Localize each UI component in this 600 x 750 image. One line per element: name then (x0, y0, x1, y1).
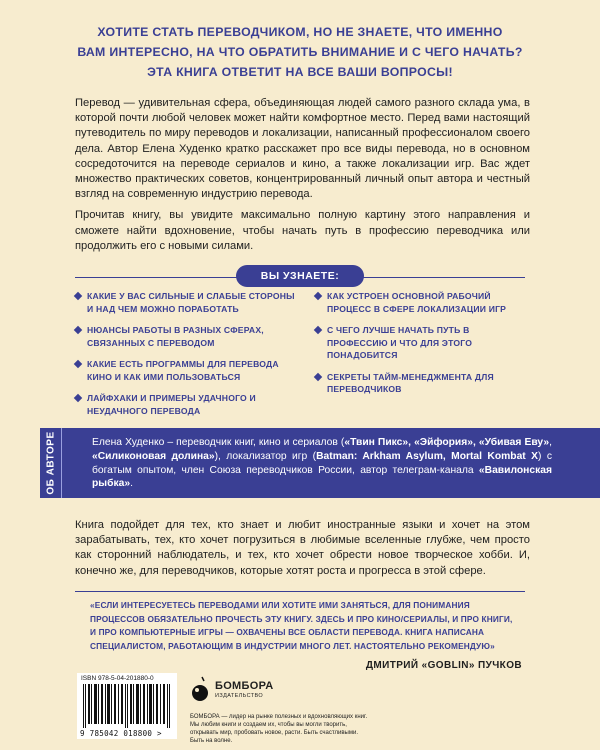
diamond-bullet-icon (314, 326, 322, 334)
headline-line-2: ВАМ ИНТЕРЕСНО, НА ЧТО ОБРАТИТЬ ВНИМАНИЕ И С ЧЕГО НАЧАТЬ? (77, 45, 523, 59)
learn-item (315, 290, 530, 315)
intro-paragraph-2: Прочитав книгу, вы увидите максимально полную картину этого направления и сможете найти вдохновение, чтобы начать путь в профессию переводчика или продолжить его с новыми силами. (75, 209, 530, 252)
author-text-part: . (130, 478, 133, 490)
learn-item (75, 392, 300, 417)
intro-paragraph-1: Перевод — удивительная сфера, объединяющая людей самого разного склада ума, в которой почти любой человек может найти комфортное место. Перед вами настоящий путеводитель по миру переводов и локализации, написанный профессионалом своего дела. Автор Елена Худенко кратко расскажет про все виды перевода, но в основном сосредоточится на переводе сериалов и кино, а также локализации игр. Вас ждет множество практических советов, концентрированный личный опыт автора и честный взгляд на современную индустрию перевода. (75, 97, 530, 201)
author-works-series: «Силиконовая долина» (92, 450, 215, 462)
author-text-part: ), локализатор игр ( (214, 450, 317, 462)
diamond-bullet-icon (74, 360, 82, 368)
headline (60, 22, 540, 82)
author-works-series: «Твин Пикс», «Эйфория», «Убивая Еву» (344, 437, 550, 448)
barcode-icon (83, 684, 171, 728)
diamond-bullet-icon (74, 326, 82, 334)
headline-line-1: ХОТИТЕ СТАТЬ ПЕРЕВОДЧИКОМ, НО НЕ ЗНАЕТЕ, ЧТО ИМЕННО (97, 25, 503, 39)
learn-list-right (315, 290, 530, 405)
learn-section-title: ВЫ УЗНАЕТЕ: (236, 265, 364, 287)
publisher-subtitle: ИЗДАТЕЛЬСТВО (215, 693, 264, 699)
learn-item-text: ЛАЙФХАКИ И ПРИМЕРЫ УДАЧНОГО И НЕУДАЧНОГО ПЕРЕВОДА (87, 393, 256, 416)
barcode-digits: 9 785042 018800 > (80, 729, 162, 738)
learn-item-text: КАКИЕ У ВАС СИЛЬНЫЕ И СЛАБЫЕ СТОРОНЫ И НАД ЧЕМ МОЖНО ПОРАБОТАТЬ (87, 291, 295, 314)
bombora-bomb-logo-icon (190, 675, 210, 705)
learn-item-text: КАК УСТРОЕН ОСНОВНОЙ РАБОЧИЙ ПРОЦЕСС В СФЕРЕ ЛОКАЛИЗАЦИИ ИГР (327, 291, 507, 314)
author-text-part: ) с богатым опытом, член Союза переводчиков России, автор телеграм-канала (92, 450, 552, 476)
about-author-text (92, 436, 552, 491)
intro-text (75, 96, 530, 254)
headline-line-3: ЭТА КНИГА ОТВЕТИТ НА ВСЕ ВАШИ ВОПРОСЫ! (147, 65, 453, 79)
learn-item (315, 371, 530, 396)
diamond-bullet-icon (74, 292, 82, 300)
learn-item-text: С ЧЕГО ЛУЧШЕ НАЧАТЬ ПУТЬ В ПРОФЕССИЮ И ЧТО ДЛЯ ЭТОГО ПОНАДОБИТСЯ (327, 325, 473, 360)
diamond-bullet-icon (314, 292, 322, 300)
diamond-bullet-icon (74, 394, 82, 402)
isbn-label: ISBN 978-5-04-201880-0 (81, 675, 154, 682)
publisher-description: БОМБОРА — лидер на рынке полезных и вдохновляющих книг. Мы любим книги и создаем их, чтобы вы могли творить, открывать мир, пробовать новое, расти. Быть счастливыми. Быть на волне. (190, 714, 368, 744)
quote-text: «ЕСЛИ ИНТЕРЕСУЕТЕСЬ ПЕРЕВОДАМИ ИЛИ ХОТИТЕ ИМИ ЗАНЯТЬСЯ, ДЛЯ ПОНИМАНИЯ ПРОЦЕССОВ ОБЯЗАТЕЛЬНО ПРОЧЕСТЬ ЭТУ КНИГУ. ЗДЕСЬ И ПРО КИНО/СЕРИАЛЫ, И ПРО КНИГИ, И ПРО КОМПЬЮТЕРНЫЕ ИГРЫ — ОХВАЧЕНЫ ВСЕ ОБЛАСТИ ПЕРЕВОДА. КНИГА НАПИСАНА СПЕЦИАЛИСТОМ, РАБОТАЮЩИМ В ИНДУСТРИИ МНОГО ЛЕТ. НАСТОЯТЕЛЬНО РЕКОМЕНДУЮ» (90, 600, 513, 651)
learn-item-text: КАКИЕ ЕСТЬ ПРОГРАММЫ ДЛЯ ПЕРЕВОДА КИНО И КАК ИМИ ПОЛЬЗОВАТЬСЯ (87, 359, 279, 382)
quote-author: ДМИТРИЙ «GOBLIN» ПУЧКОВ (365, 660, 522, 671)
author-text-part: Елена Худенко – переводчик книг, кино и сериалов ( (92, 437, 345, 448)
learn-item-text: НЮАНСЫ РАБОТЫ В РАЗНЫХ СФЕРАХ, СВЯЗАННЫХ С ПЕРЕВОДОМ (87, 325, 264, 348)
author-works-games: Batman: Arkham Asylum, Mortal Kombat X (316, 450, 538, 462)
diamond-bullet-icon (314, 372, 322, 380)
learn-item (75, 358, 300, 383)
author-text-part: , (549, 437, 553, 448)
outro-text: Книга подойдет для тех, кто знает и любит иностранные языки и хочет на этом зарабатывать, тех, кто хочет погрузиться в любимые вселенные глубже, чем просто как сторонний наблюдатель, и тех, кто хочет обрести новое творческое хобби. И, конечно же, для переводчиков, которые хотят роста и прогресса в этой сфере. (75, 519, 530, 577)
author-channel: «Вавилонская рыбка» (92, 464, 552, 490)
learn-item-text: СЕКРЕТЫ ТАЙМ-МЕНЕДЖМЕНТА ДЛЯ ПЕРЕВОДЧИКОВ (327, 371, 494, 394)
learn-item (75, 290, 300, 315)
about-author-label: ОБ АВТОРЕ (45, 431, 56, 495)
learn-list-left (75, 290, 300, 426)
quote-divider (75, 591, 525, 592)
learn-item (315, 324, 530, 362)
about-author-band (40, 428, 600, 498)
publisher-name: БОМБОРА (215, 680, 274, 692)
isbn-barcode-block (77, 673, 177, 739)
learn-item (75, 324, 300, 349)
about-author-label-box (40, 428, 62, 498)
